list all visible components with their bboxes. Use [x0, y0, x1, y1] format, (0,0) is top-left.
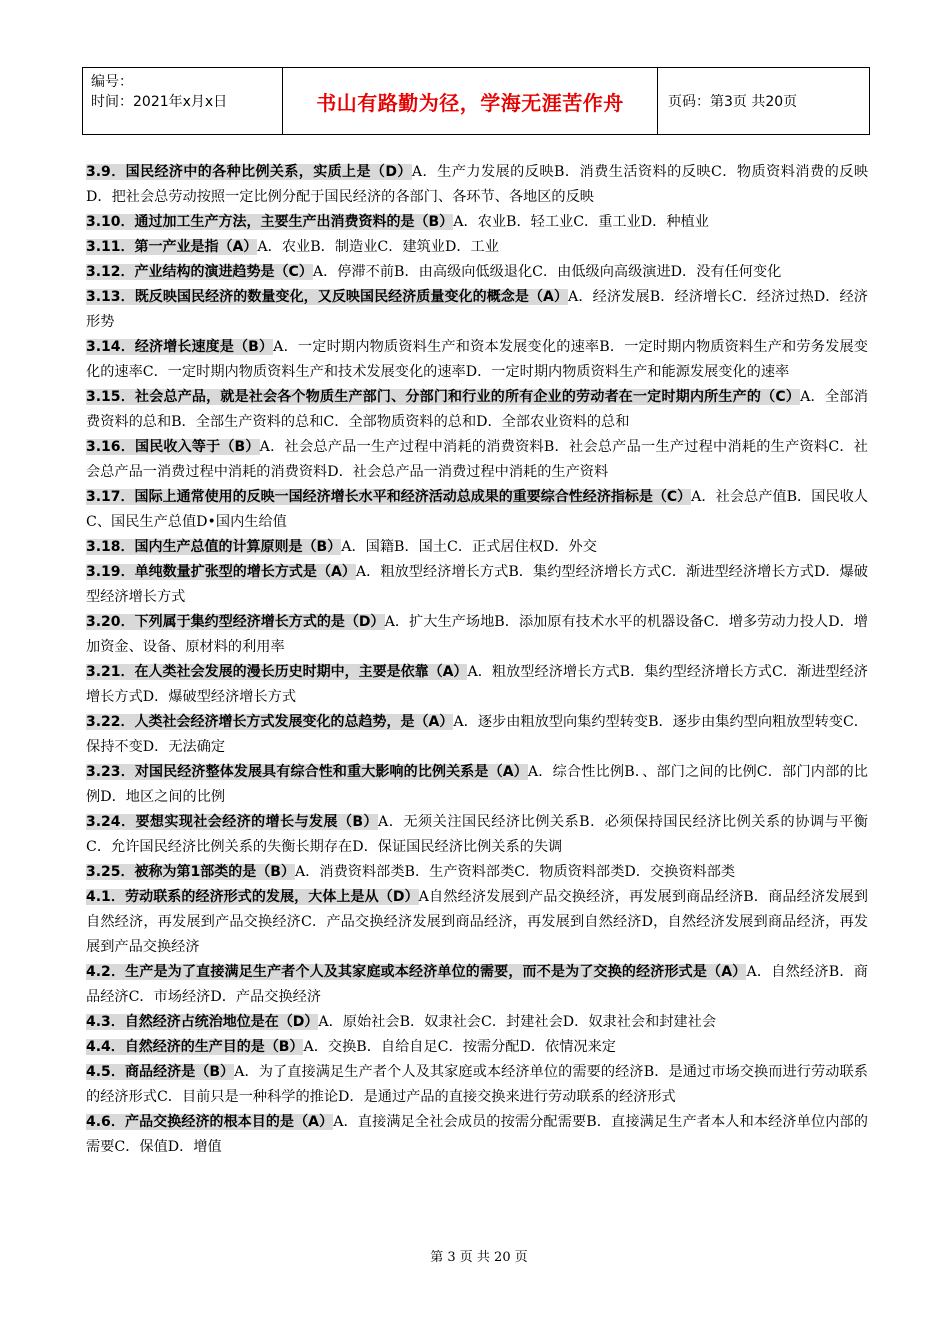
- question-item: [86, 810, 868, 860]
- answer-options: A．交换B．自给自足C．按需分配D．依情况来定: [303, 1039, 616, 1055]
- question-stem: 4.2．生产是为了直接满足生产者个人及其家庭或本经济单位的需要，而不是为了交换的经济形式是（A）: [86, 964, 747, 980]
- question-item: [86, 235, 868, 260]
- answer-options: A．农业B．轻工业C．重工业D．种植业: [453, 214, 709, 230]
- question-item: [86, 860, 868, 885]
- question-stem: 3.25．被称为第1部类的是（B）: [86, 864, 295, 880]
- question-stem: 3.24．要想实现社会经济的增长与发展（B）: [86, 814, 379, 830]
- page-header: [82, 67, 870, 135]
- question-item: [86, 610, 868, 660]
- question-item: [86, 760, 868, 810]
- question-item: [86, 660, 868, 710]
- answer-options: A．综合性比例B．、部门之间的比例C．部门内部的比例D．地区之间的比例: [86, 764, 868, 805]
- answer-options: A．逐步由粗放型向集约型转变B．逐步由集约型向粗放型转变C．保持不变D．无法确定: [86, 714, 868, 755]
- question-stem: 3.9．国民经济中的各种比例关系，实质上是（D）: [86, 164, 412, 180]
- question-item: [86, 485, 868, 535]
- question-item: [86, 960, 868, 1010]
- question-stem: 3.12．产业结构的演进趋势是（C）: [86, 264, 313, 280]
- answer-options: A．全部消费资料的总和B．全部生产资料的总和C．全部物质资料的总和D．全部农业资料的总和: [86, 389, 868, 430]
- question-item: [86, 435, 868, 485]
- question-stem: 4.1．劳动联系的经济形式的发展，大体上是从（D）: [86, 889, 419, 905]
- question-stem: 3.21．在人类社会发展的漫长历史时期中，主要是依靠（A）: [86, 664, 468, 680]
- answer-options: A．扩大生产场地B．添加原有技术水平的机器设备C．增多劳动力投人D．增加资金、设备、原材料的利用率: [86, 614, 868, 655]
- answer-options: A．为了直接满足生产者个人及其家庭或本经济单位的需要的经济B．是通过市场交换而进行劳动联系的经济形式C．目前只是一种科学的推论D．是通过产品的直接交换来进行劳动联系的经济形式: [86, 1064, 868, 1105]
- question-item: [86, 260, 868, 285]
- answer-options: A．社会总产品一生产过程中消耗的消费资料B．社会总产品一生产过程中消耗的生产资料C．社会总产品一消费过程中消耗的消费资料D．社会总产品一消费过程中消耗的生产资料: [86, 439, 868, 480]
- question-item: [86, 160, 868, 210]
- answer-options: A．一定时期内物质资料生产和资本发展变化的速率B．一定时期内物质资料生产和劳务发展变化的速率C．一定时期内物质资料生产和技术发展变化的速率D．一定时期内物质资料生产和能源发展变化的速率: [86, 339, 868, 380]
- question-stem: 3.10．通过加工生产方法，主要生产出消费资料的是（B）: [86, 214, 454, 230]
- question-stem: 3.15．社会总产品，就是社会各个物质生产部门、分部门和行业的所有企业的劳动者在一定时期内所生产的（C）: [86, 389, 801, 405]
- page-footer: [0, 1246, 950, 1265]
- answer-options: A．直接满足全社会成员的按需分配需要B．直接满足生产者本人和本经济单位内部的需要C．保值D．增值: [86, 1114, 868, 1155]
- question-item: [86, 210, 868, 235]
- footer-page-number: 第 3 页 共 20 页: [430, 1250, 528, 1265]
- question-stem: 4.6．产品交换经济的根本目的是（A）: [86, 1114, 334, 1130]
- question-item: [86, 1010, 868, 1035]
- question-stem: 3.13．既反映国民经济的数量变化，又反映国民经济质量变化的概念是（A）: [86, 289, 569, 305]
- question-item: [86, 710, 868, 760]
- answer-options: A．原始社会B．奴隶社会C．封建社会D．奴隶社会和封建社会: [318, 1014, 717, 1030]
- header-motto: 书山有路勤为径，学海无涯苦作舟: [283, 68, 658, 134]
- answer-options: A．社会总产值B．国民收人C、国民生产总值D•国内生给值: [86, 489, 868, 530]
- question-item: [86, 385, 868, 435]
- question-item: [86, 560, 868, 610]
- question-stem: 3.16．国民收入等于（B）: [86, 439, 260, 455]
- question-stem: 3.17．国际上通常使用的反映一国经济增长水平和经济活动总成果的重要综合性经济指标是（C）: [86, 489, 692, 505]
- question-stem: 4.4．自然经济的生产目的是（B）: [86, 1039, 304, 1055]
- header-page-label: 页码：第3页 共20页: [668, 94, 798, 110]
- question-stem: 3.18．国内生产总值的计算原则是（B）: [86, 539, 342, 555]
- question-stem: 3.11．第一产业是指（A）: [86, 239, 258, 255]
- question-item: [86, 1035, 868, 1060]
- answer-options: A．农业B．制造业C．建筑业D．工业: [257, 239, 499, 255]
- question-stem: 3.23．对国民经济整体发展具有综合性和重大影响的比例关系是（A）: [86, 764, 528, 780]
- question-stem: 3.20．下列属于集约型经济增长方式的是（D）: [86, 614, 385, 630]
- question-stem: 4.5．商品经济是（B）: [86, 1064, 235, 1080]
- header-info-cell: [83, 68, 283, 134]
- question-item: [86, 335, 868, 385]
- question-item: [86, 285, 868, 335]
- answer-options: A．粗放型经济增长方式B．集约型经济增长方式C．渐进型经济增长方式D．爆破型经济增长方式: [86, 564, 868, 605]
- question-item: [86, 885, 868, 960]
- answer-options: A．无须关注国民经济比例关系B．必须保持国民经济比例关系的协调与平衡C．允许国民经济比例关系的失衡长期存在D．保证国民经济比例关系的失调: [86, 814, 868, 855]
- question-item: [86, 1110, 868, 1160]
- answer-options: A．生产力发展的反映B．消费生活资料的反映C．物质资料消费的反映D．把社会总劳动按照一定比例分配于国民经济的各部门、各环节、各地区的反映: [86, 164, 869, 205]
- answer-options: A．消费资料部类B．生产资料部类C．物质资料部类D．交换资料部类: [294, 864, 736, 880]
- answer-options: A．自然经济B．商品经济C．市场经济D．产品交换经济: [86, 964, 868, 1005]
- answer-options: A．经济发展B．经济增长C．经济过热D．经济形势: [86, 289, 868, 330]
- question-item: [86, 535, 868, 560]
- question-stem: 3.14．经济增长速度是（B）: [86, 339, 274, 355]
- document-time-label: 时间：2021年x月x日: [91, 94, 228, 110]
- answer-options: A．国籍B．国土C．正式居住权D．外交: [341, 539, 597, 555]
- question-list: [86, 160, 868, 1160]
- answer-options: A自然经济发展到产品交换经济，再发展到商品经济B．商品经济发展到自然经济，再发展到产品交换经济C．产品交换经济发展到商品经济，再发展到自然经济D，自然经济发展到商品经济，再发展到产品交换经济: [86, 889, 868, 955]
- answer-options: A．粗放型经济增长方式B．集约型经济增长方式C．渐进型经济增长方式D．爆破型经济增长方式: [86, 664, 868, 705]
- document-number-label: 编号：: [91, 74, 133, 90]
- question-stem: 3.19．单纯数量扩张型的增长方式是（A）: [86, 564, 356, 580]
- question-item: [86, 1060, 868, 1110]
- question-stem: 4.3．自然经济占统治地位是在（D）: [86, 1014, 319, 1030]
- answer-options: A．停滞不前B．由高级向低级退化C．由低级向高级演进D．没有任何变化: [312, 264, 782, 280]
- question-stem: 3.22．人类社会经济增长方式发展变化的总趋势，是（A）: [86, 714, 454, 730]
